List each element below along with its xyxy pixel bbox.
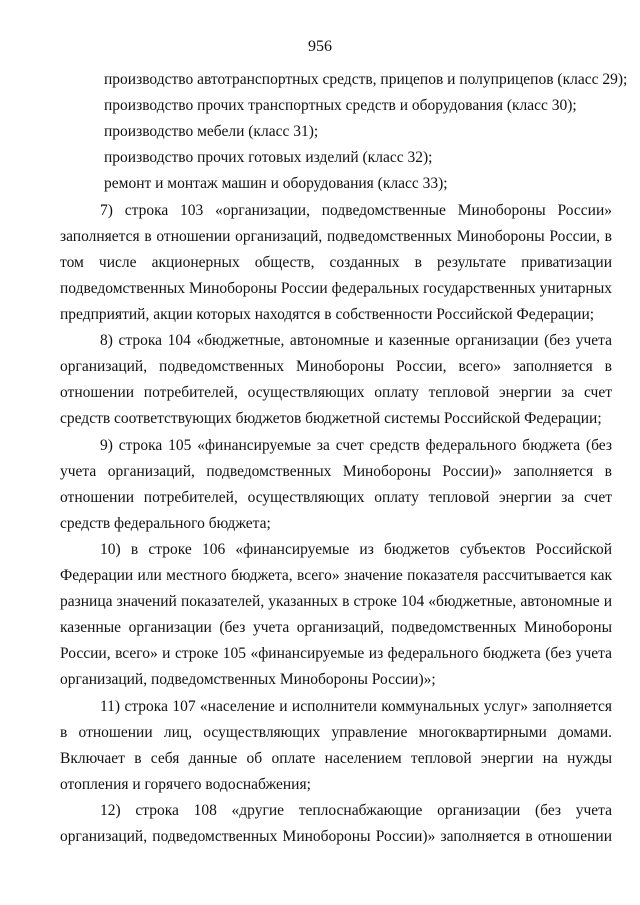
text-line: разница значений показателей, указанных в строке 104 «бюджетные, автономные и [60, 593, 612, 610]
paragraph-first-line: 8) строка 104 «бюджетные, автономные и казенные организации (без учета [100, 332, 612, 349]
text-line: отопления и горячего водоснабжения; [60, 776, 311, 793]
text-line: производство прочих транспортных средств и оборудования (класс 30); [104, 97, 577, 114]
text-line: ремонт и монтаж машин и оборудования (класс 33); [104, 175, 448, 192]
paragraph-first-line: 9) строка 105 «финансируемые за счет средств федерального бюджета (без [100, 437, 612, 454]
text-line: подведомственных Минобороны России федеральных государственных унитарных [60, 280, 612, 297]
text-line: в отношении лиц, осуществляющих управление многоквартирными домами. [60, 724, 612, 741]
text-line: организаций, подведомственных Минобороны России)» заполняется в отношении [60, 828, 612, 845]
text-line: Включает в себя данные об оплате населением тепловой энергии на нужды [60, 750, 612, 767]
text-line: организаций, подведомственных Минобороны России, всего» заполняется в [60, 358, 612, 375]
paragraph-first-line: 11) строка 107 «население и исполнители коммунальных услуг» заполняется [100, 698, 612, 715]
text-line: производство прочих готовых изделий (класс 32); [104, 149, 433, 166]
text-line: Федерации или местного бюджета, всего» значение показателя рассчитывается как [60, 567, 612, 584]
paragraph-first-line: 7) строка 103 «организации, подведомственные Минобороны России» [100, 202, 612, 219]
text-line: производство автотранспортных средств, прицепов и полуприцепов (класс 29); [104, 71, 628, 88]
text-line: средств соответствующих бюджетов бюджетной системы Российской Федерации; [60, 410, 602, 427]
paragraph-first-line: 12) строка 108 «другие теплоснабжающие организации (без учета [100, 802, 612, 819]
text-line: производство мебели (класс 31); [104, 123, 319, 140]
text-line: казенные организации (без учета организаций, подведомственных Минобороны [60, 619, 612, 636]
text-line: отношении потребителей, осуществляющих оплату тепловой энергии за счет [60, 489, 612, 506]
paragraph-first-line: 10) в строке 106 «финансируемые из бюджетов субъектов Российской [100, 541, 612, 558]
text-line: том числе акционерных обществ, созданных в результате приватизации [60, 254, 612, 271]
page-number: 956 [308, 38, 332, 55]
text-line: организаций, подведомственных Минобороны России)»; [60, 671, 436, 688]
text-line: заполняется в отношении организаций, подведомственных Минобороны России, в [60, 228, 612, 245]
text-line: учета организаций, подведомственных Минобороны России)» заполняется в [60, 463, 612, 480]
text-line: России, всего» и строке 105 «финансируемые из федерального бюджета (без учета [60, 645, 612, 662]
text-line: средств федерального бюджета; [60, 515, 271, 532]
text-line: предприятий, акции которых находятся в собственности Российской Федерации; [60, 306, 595, 323]
text-line: отношении потребителей, осуществляющих оплату тепловой энергии за счет [60, 384, 612, 401]
